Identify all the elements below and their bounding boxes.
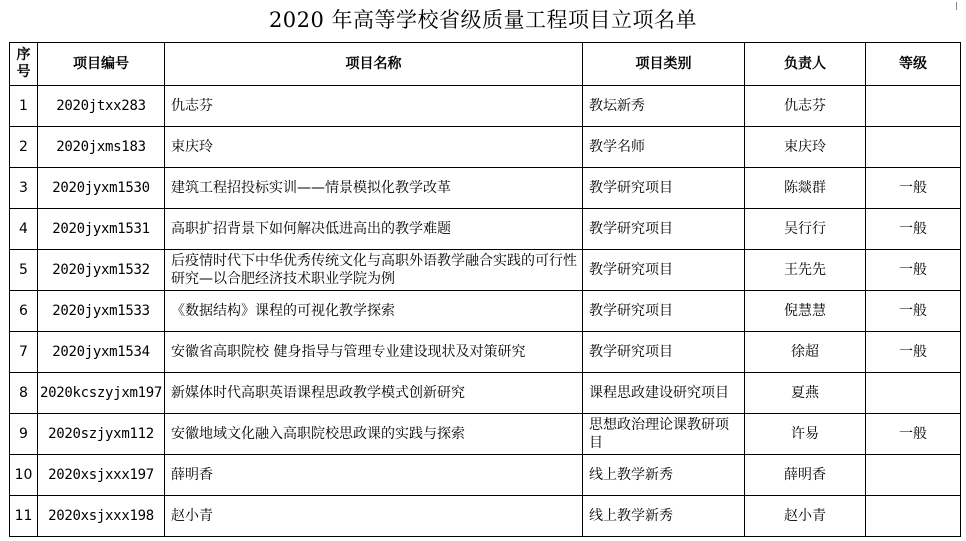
cell-serial-number: 4 xyxy=(10,209,38,250)
cell-level xyxy=(866,127,961,168)
cell-serial-number: 8 xyxy=(10,373,38,414)
cell-level xyxy=(866,496,961,537)
table-row xyxy=(10,250,961,291)
cell-project-code: 2020jyxm1533 xyxy=(38,291,165,332)
cell-project-code: 2020jyxm1534 xyxy=(38,332,165,373)
cell-project-name: 束庆玲 xyxy=(165,127,583,168)
table-row xyxy=(10,373,961,414)
cell-leader: 赵小青 xyxy=(745,496,866,537)
cell-project-name: 安徽省高职院校 健身指导与管理专业建设现状及对策研究 xyxy=(165,332,583,373)
cell-project-name: 薛明香 xyxy=(165,455,583,496)
cell-project-code: 2020xsjxxx197 xyxy=(38,455,165,496)
table-row xyxy=(10,455,961,496)
cell-project-type: 教学研究项目 xyxy=(583,250,745,291)
cell-serial-number: 5 xyxy=(10,250,38,291)
cell-leader: 许易 xyxy=(745,414,866,455)
cell-project-type: 线上教学新秀 xyxy=(583,496,745,537)
cell-leader: 夏燕 xyxy=(745,373,866,414)
cell-project-name: 新媒体时代高职英语课程思政教学模式创新研究 xyxy=(165,373,583,414)
cell-level: 一般 xyxy=(866,168,961,209)
cell-project-name: 《数据结构》课程的可视化教学探索 xyxy=(165,291,583,332)
page-title: 2020 年高等学校省级质量工程项目立项名单 xyxy=(268,8,698,32)
header-project-code: 项目编号 xyxy=(38,43,165,86)
table-row xyxy=(10,209,961,250)
cell-project-code: 2020szjyxm112 xyxy=(38,414,165,455)
cell-project-name: 高职扩招背景下如何解决低进高出的教学难题 xyxy=(165,209,583,250)
cell-project-type: 教学研究项目 xyxy=(583,332,745,373)
header-project-type: 项目类别 xyxy=(583,43,745,86)
cell-project-name: 赵小青 xyxy=(165,496,583,537)
table-row xyxy=(10,86,961,127)
cell-project-code: 2020xsjxxx198 xyxy=(38,496,165,537)
cell-project-name: 仇志芬 xyxy=(165,86,583,127)
cell-project-code: 2020kcszyjxm197 xyxy=(38,373,165,414)
table-row xyxy=(10,414,961,455)
cell-level: 一般 xyxy=(866,332,961,373)
header-serial-line2: 号 xyxy=(16,64,31,80)
header-leader: 负责人 xyxy=(745,43,866,86)
table-row xyxy=(10,168,961,209)
cell-leader: 薛明香 xyxy=(745,455,866,496)
cell-leader: 吴行行 xyxy=(745,209,866,250)
cell-project-type: 课程思政建设研究项目 xyxy=(583,373,745,414)
project-list-table xyxy=(9,42,961,537)
cell-project-name: 建筑工程招投标实训——情景模拟化教学改革 xyxy=(165,168,583,209)
cell-level: 一般 xyxy=(866,209,961,250)
cell-level xyxy=(866,373,961,414)
cell-leader: 陈燚群 xyxy=(745,168,866,209)
cell-project-type: 思想政治理论课教研项目 xyxy=(583,414,745,455)
cell-serial-number: 10 xyxy=(10,455,38,496)
header-serial-line1: 序 xyxy=(16,47,31,63)
cell-leader: 徐超 xyxy=(745,332,866,373)
cell-serial-number: 11 xyxy=(10,496,38,537)
page-corner-mark xyxy=(956,2,958,10)
table-row xyxy=(10,291,961,332)
cell-serial-number: 2 xyxy=(10,127,38,168)
cell-leader: 王先先 xyxy=(745,250,866,291)
cell-project-type: 线上教学新秀 xyxy=(583,455,745,496)
cell-level: 一般 xyxy=(866,250,961,291)
cell-project-code: 2020jxms183 xyxy=(38,127,165,168)
cell-serial-number: 7 xyxy=(10,332,38,373)
cell-project-code: 2020jyxm1530 xyxy=(38,168,165,209)
header-level: 等级 xyxy=(866,43,961,86)
cell-project-type: 教坛新秀 xyxy=(583,86,745,127)
header-project-name: 项目名称 xyxy=(165,43,583,86)
cell-project-name: 安徽地域文化融入高职院校思政课的实践与探索 xyxy=(165,414,583,455)
cell-project-type: 教学名师 xyxy=(583,127,745,168)
table-row xyxy=(10,127,961,168)
cell-project-code: 2020jtxx283 xyxy=(38,86,165,127)
cell-project-code: 2020jyxm1531 xyxy=(38,209,165,250)
cell-level xyxy=(866,455,961,496)
cell-leader: 仇志芬 xyxy=(745,86,866,127)
cell-serial-number: 3 xyxy=(10,168,38,209)
cell-serial-number: 6 xyxy=(10,291,38,332)
cell-level: 一般 xyxy=(866,291,961,332)
cell-project-code: 2020jyxm1532 xyxy=(38,250,165,291)
table-row xyxy=(10,496,961,537)
cell-leader: 束庆玲 xyxy=(745,127,866,168)
header-serial-number xyxy=(10,43,38,86)
table-row xyxy=(10,332,961,373)
cell-leader: 倪慧慧 xyxy=(745,291,866,332)
cell-project-type: 教学研究项目 xyxy=(583,209,745,250)
cell-serial-number: 9 xyxy=(10,414,38,455)
cell-level xyxy=(866,86,961,127)
cell-project-type: 教学研究项目 xyxy=(583,291,745,332)
cell-serial-number: 1 xyxy=(10,86,38,127)
cell-project-name: 后疫情时代下中华优秀传统文化与高职外语教学融合实践的可行性研究—以合肥经济技术职业学院为例 xyxy=(165,250,583,291)
cell-project-type: 教学研究项目 xyxy=(583,168,745,209)
cell-level: 一般 xyxy=(866,414,961,455)
table-header-row xyxy=(10,43,961,86)
